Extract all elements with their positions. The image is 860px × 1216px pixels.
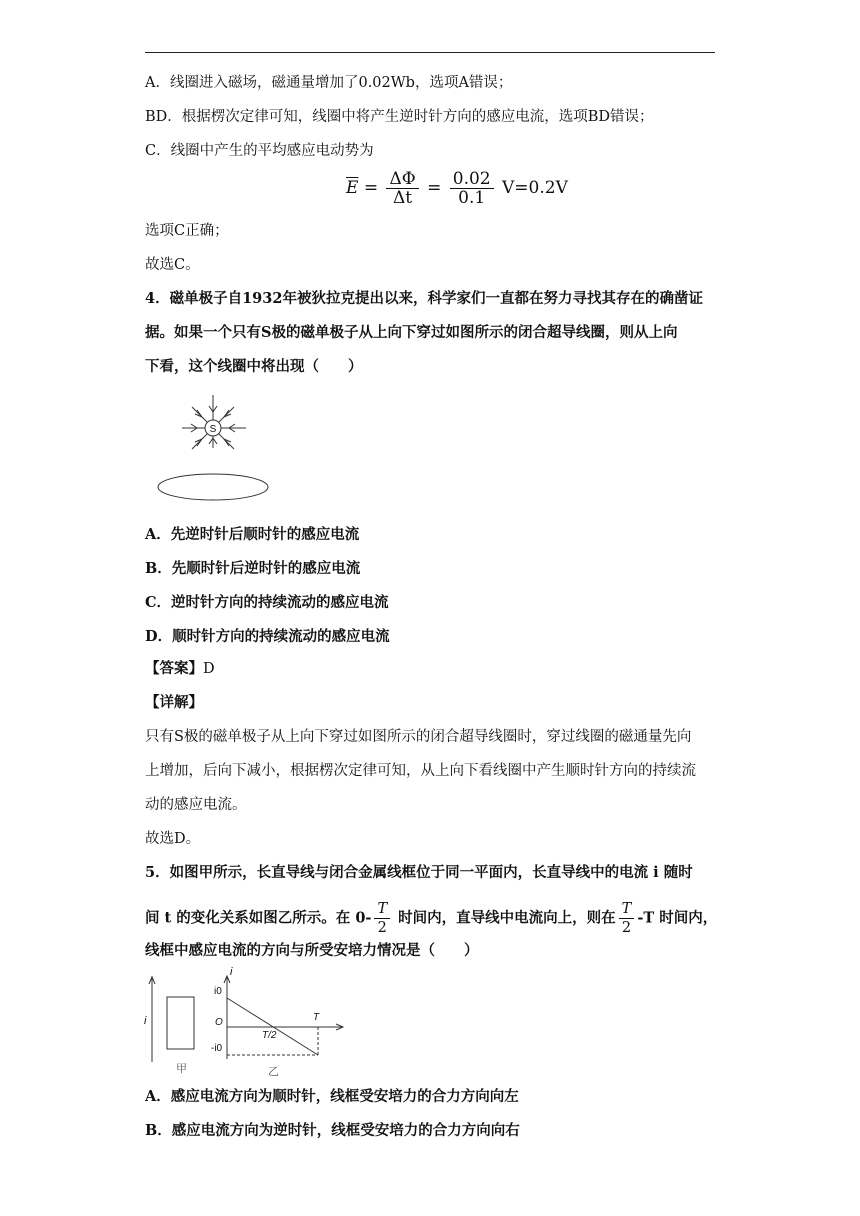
q4-detail-1: 只有S极的磁单极子从上向下穿过如图所示的闭合超导线圈时，穿过线圈的磁通量先向 bbox=[145, 729, 692, 745]
i-axis-label: i bbox=[230, 966, 233, 978]
superconducting-coil bbox=[158, 474, 268, 500]
q4-detail-3: 动的感应电流。 bbox=[145, 797, 247, 813]
emf-symbol: $\overline{E}$ bbox=[346, 178, 359, 198]
monopole-s-label: S bbox=[209, 424, 217, 435]
half-period-label: T/2 bbox=[262, 1030, 277, 1041]
q4-detail-label: 【详解】 bbox=[145, 694, 203, 711]
q5-line2-part-c: -T 时间内， bbox=[637, 909, 718, 927]
q5-line-1: 5．如图甲所示，长直导线与闭合金属线框位于同一平面内，长直导线中的电流 i 随时 bbox=[145, 864, 693, 881]
q5-line-3: 线框中感应电流的方向与所受安培力情况是（ ） bbox=[145, 942, 479, 959]
q5-half-period-fraction-2 bbox=[619, 900, 635, 937]
q5-line-2 bbox=[145, 900, 717, 937]
q4-line-3: 下看，这个线圈中将出现（ ） bbox=[145, 358, 363, 375]
prev-correct: 选项C正确； bbox=[145, 223, 229, 239]
q5-option-a: A．感应电流方向为顺时针，线框受安培力的合力方向向左 bbox=[145, 1088, 519, 1105]
monopole-figure bbox=[150, 390, 280, 505]
q4-option-b: B．先顺时针后逆时针的感应电流 bbox=[145, 560, 361, 577]
fraction-dphi-dt bbox=[386, 170, 418, 207]
denominator: 0.1 bbox=[458, 188, 486, 208]
q5-line2-part-b: 时间内，直导线中电流向上，则在 bbox=[393, 909, 616, 927]
emf-result: V=0.2V bbox=[502, 178, 568, 198]
answer-label: 【答案】 bbox=[145, 660, 203, 677]
period-label: T bbox=[313, 1012, 320, 1023]
figure-yi bbox=[211, 966, 343, 1078]
neg-i0-label: -i0 bbox=[211, 1043, 223, 1054]
q4-line-2: 据。如果一个只有S极的磁单极子从上向下穿过如图所示的闭合超导线圈，则从上向 bbox=[145, 324, 678, 341]
equals-sign: = bbox=[363, 178, 379, 198]
q4-detail-2: 上增加，后向下减小，根据楞次定律可知，从上向下看线圈中产生顺时针方向的持续流 bbox=[145, 763, 696, 779]
prev-line-a: A．线圈进入磁场，磁通量增加了0.02Wb，选项A错误； bbox=[145, 75, 513, 91]
header-rule bbox=[145, 52, 715, 53]
figure-jia bbox=[144, 976, 194, 1075]
denominator: 2 bbox=[621, 920, 632, 936]
q4-line-1: 4．磁单极子自1932年被狄拉克提出以来，科学家们一直都在努力寻找其存在的确凿证 bbox=[145, 290, 703, 307]
denominator: 2 bbox=[377, 920, 387, 936]
numerator: T bbox=[619, 900, 635, 919]
q4-option-d: D．顺时针方向的持续流动的感应电流 bbox=[145, 628, 390, 645]
answer-value: D bbox=[203, 661, 215, 677]
q4-choose: 故选D。 bbox=[145, 831, 201, 847]
q4-answer bbox=[145, 660, 215, 678]
q4-option-c: C．逆时针方向的持续流动的感应电流 bbox=[145, 594, 389, 611]
fraction-values bbox=[450, 170, 494, 207]
q5-option-b: B．感应电流方向为逆时针，线框受安培力的合力方向向右 bbox=[145, 1122, 520, 1139]
metal-frame bbox=[167, 997, 194, 1049]
q5-line2-part-a: 间 t 的变化关系如图乙所示。在 0- bbox=[145, 909, 372, 927]
wire-current-label: i bbox=[144, 1015, 147, 1027]
q5-figures bbox=[140, 964, 355, 1079]
numerator: 0.02 bbox=[450, 170, 494, 189]
caption-jia: 甲 bbox=[176, 1063, 187, 1075]
numerator: T bbox=[374, 900, 390, 919]
prev-line-c: C．线圈中产生的平均感应电动势为 bbox=[145, 143, 374, 159]
prev-choose: 故选C。 bbox=[145, 257, 200, 273]
q5-half-period-fraction-1 bbox=[374, 900, 390, 937]
emf-equation bbox=[346, 170, 568, 207]
equals-sign: = bbox=[427, 178, 442, 198]
i0-label: i0 bbox=[214, 986, 222, 997]
denominator: Δt bbox=[393, 188, 413, 208]
caption-yi: 乙 bbox=[268, 1066, 279, 1078]
q4-option-a: A．先逆时针后顺时针的感应电流 bbox=[145, 526, 360, 543]
origin-label: O bbox=[215, 1017, 223, 1028]
prev-line-bd: BD．根据楞次定律可知，线圈中将产生逆时针方向的感应电流，选项BD错误； bbox=[145, 109, 654, 125]
numerator: ΔΦ bbox=[386, 170, 418, 189]
